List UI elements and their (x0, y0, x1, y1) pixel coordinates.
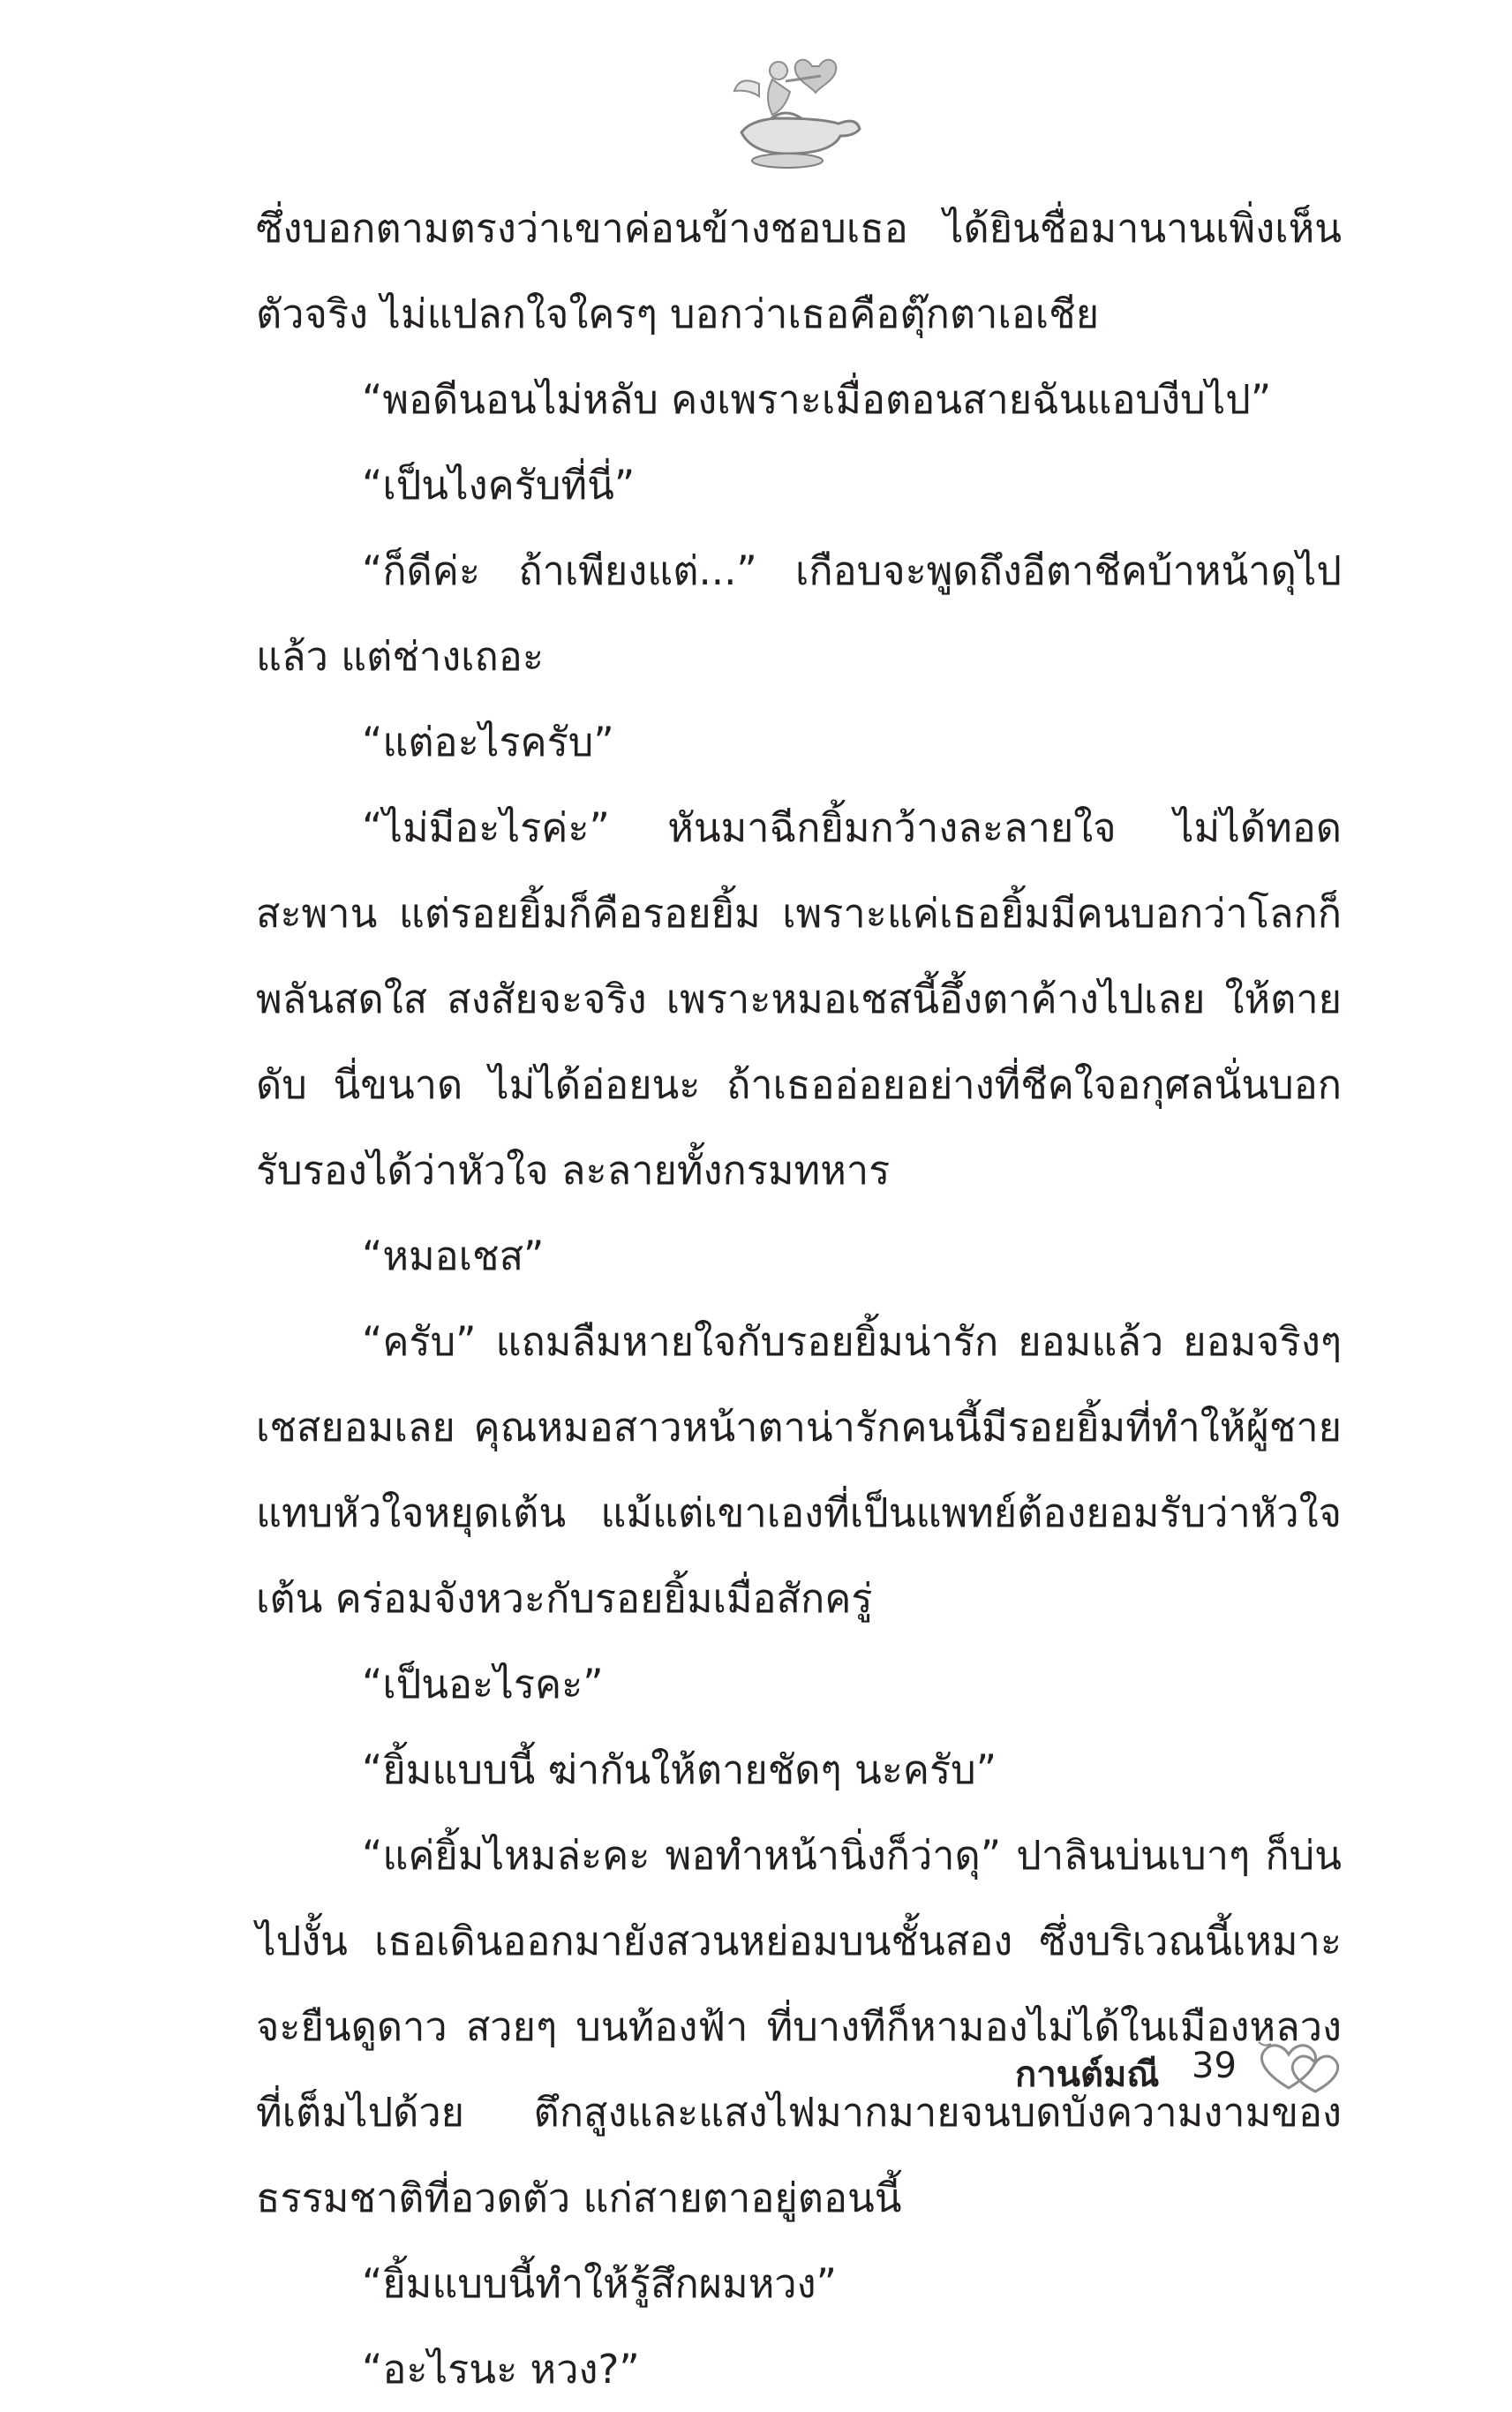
page-footer (1015, 2035, 1368, 2097)
paragraph: ซึ่งบอกตามตรงว่าเขาค่อนข้างชอบเธอ ได้ยินชื่อมานานเพิ่งเห็นตัวจริง ไม่แปลกใจใครๆ บอกว่าเธอคือตุ๊กตาเอเชีย (256, 205, 1342, 337)
paragraph: “ยิ้มแบบนี้ ฆ่ากันให้ตายชัดๆ นะครับ” (362, 1746, 997, 1793)
paragraph: “ก็ดีค่ะ ถ้าเพียงแต่...” เกือบจะพูดถึงอีตาชีคบ้าหน้าดุไปแล้ว แต่ช่างเถอะ (256, 547, 1342, 680)
double-heart-icon (1253, 2035, 1350, 2097)
paragraph: “อะไรนะ หวง?” (362, 2346, 640, 2393)
paragraph: “หมอเชส” (362, 1232, 545, 1279)
paragraph: “พอดีนอนไม่หลับ คงเพราะเมื่อตอนสายฉันแอบงีบไป” (362, 376, 1272, 423)
paragraph: “เป็นไงครับที่นี่” (362, 462, 636, 509)
paragraph: “แค่ยิ้มไหมล่ะคะ พอทำหน้านิ่งก็ว่าดุ” ปาลินบ่นเบาๆ ก็บ่นไปงั้น เธอเดินออกมายังสวนหย่อมบนชั้นสอง ซึ่งบริเวณนี้เหมาะจะยืนดูดาว สวยๆ บนท้องฟ้า ที่บางทีก็หามองไม่ได้ในเมืองหลวงที่เต็มไปด้วย ตึกสูงและแสงไฟมากมายจนบดบังความงามของธรรมชาติที่อวดตัว แก่สายตาอยู่ตอนนี้ (256, 1832, 1342, 2221)
book-title: กานต์มณี (1015, 2054, 1160, 2095)
paragraph: “ครับ” แถมลืมหายใจกับรอยยิ้มน่ารัก ยอมแล้ว ยอมจริงๆ เชสยอมเลย คุณหมอสาวหน้าตาน่ารักคนนี้มีรอยยิ้มที่ทำให้ผู้ชาย แทบหัวใจหยุดเต้น แม้แต่เขาเองที่เป็นแพทย์ต้องยอมรับว่าหัวใจเต้น คร่อมจังหวะกับรอยยิ้มเมื่อสักครู่ (256, 1318, 1342, 1622)
paragraph: “ไม่มีอะไรค่ะ” หันมาฉีกยิ้มกว้างละลายใจ ไม่ได้ทอดสะพาน แต่รอยยิ้มก็คือรอยยิ้ม เพราะแค่เธอยิ้มมีคนบอกว่าโลกก็พลันสดใส สงสัยจะจริง เพราะหมอเชสนี้อึ้งตาค้างไปเลย ให้ตายดับ นี่ขนาด ไม่ได้อ่อยนะ ถ้าเธออ่อยอย่างที่ชีคใจอกุศลนั่นบอก รับรองได้ว่าหัวใจ ละลายทั้งกรมทหาร (256, 804, 1342, 1194)
genie-lamp-cupid-icon (724, 44, 865, 177)
page-number: 39 (1192, 2046, 1237, 2086)
paragraph: “เป็นอะไรคะ” (362, 1661, 604, 1707)
paragraph: “ยิ้มแบบนี้ทำให้รู้สึกผมหวง” (362, 2260, 837, 2307)
paragraph: “แต่อะไรครับ” (362, 719, 614, 765)
